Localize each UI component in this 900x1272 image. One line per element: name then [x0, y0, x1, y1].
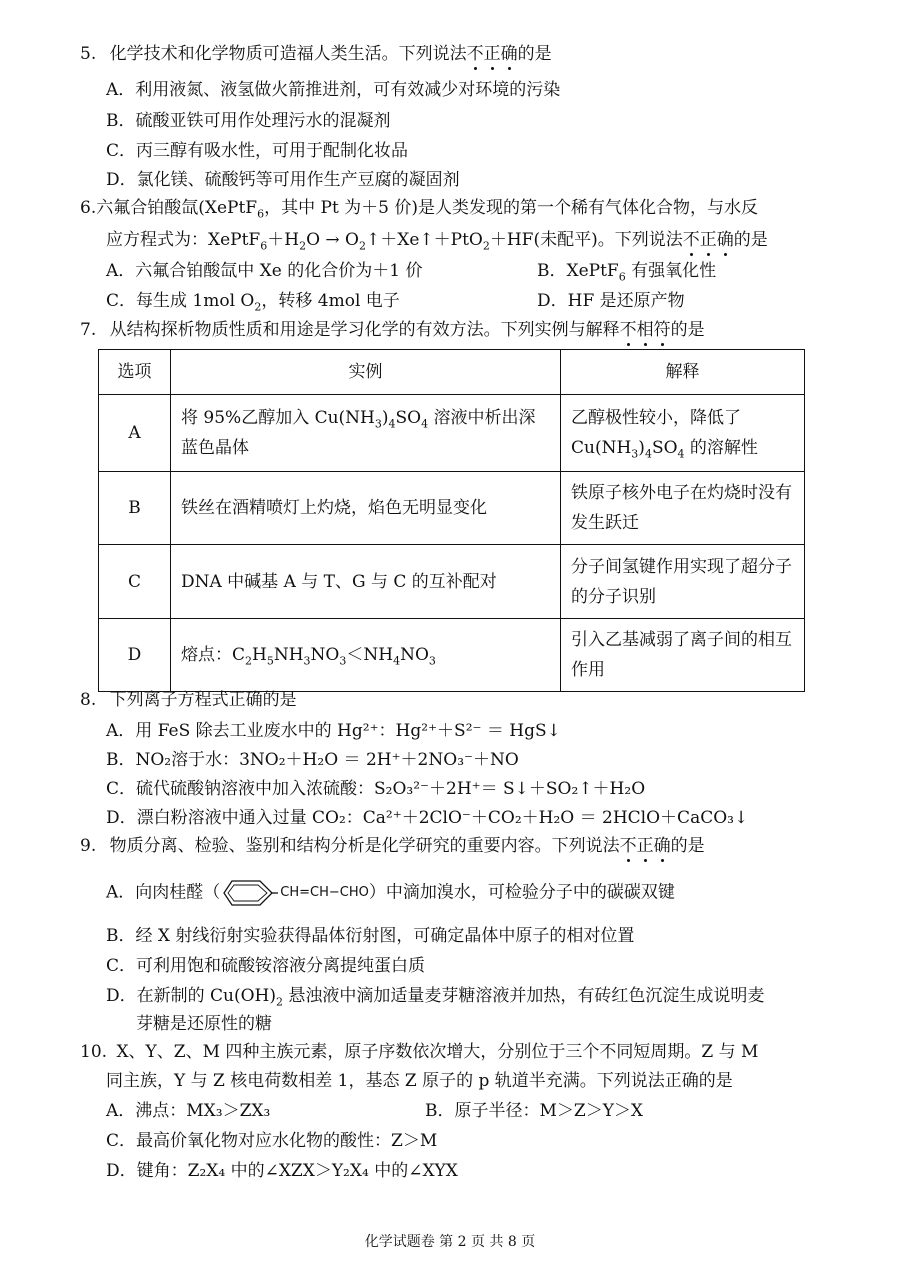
subscript: 2 — [254, 300, 262, 314]
example-text: ＜NH — [346, 645, 394, 665]
example-text: 熔点：C — [181, 645, 246, 665]
q7-table — [98, 349, 805, 692]
q5-stem — [80, 44, 552, 65]
emphasis-char: 符 — [653, 320, 671, 340]
q9-option-d-line1 — [106, 986, 764, 1007]
example-text: SO — [395, 408, 422, 428]
row-example: 铁丝在酒精喷灯上灼烧，焰色无明显变化 — [171, 472, 561, 545]
example-text: 将 95%乙醇加入 Cu(NH — [181, 408, 375, 428]
q6-option-c-text: ，转移 4mol 电子 — [261, 291, 400, 311]
q5-number: 5. — [80, 44, 97, 64]
page-footer: 化学试题卷 第 2 页 共 8 页 — [364, 1234, 536, 1250]
row-example — [171, 395, 561, 472]
emphasis-char: 不 — [619, 836, 637, 856]
subscript: 3 — [303, 654, 311, 668]
subscript: 2 — [482, 239, 490, 253]
q6-option-b-text: 有强氧化性 — [625, 261, 717, 281]
row-example: DNA 中碱基 A 与 T、G 与 C 的互补配对 — [171, 545, 561, 619]
explanation-text: ) — [638, 438, 645, 458]
q10-stem-line1 — [80, 1042, 758, 1063]
example-text: NO — [310, 645, 340, 665]
q5-stem-text: 化学技术和化学物质可造福人类生活。下列说法 — [109, 44, 467, 64]
q7-stem-end: 的是 — [670, 320, 705, 340]
row-explanation: 引入乙基减弱了离子间的相互作用 — [561, 619, 805, 692]
q8-option-a: A．用 FeS 除去工业废水中的 Hg²⁺：Hg²⁺＋S²⁻ ＝ HgS↓ — [106, 721, 561, 741]
q8-number: 8. — [80, 690, 97, 710]
example-text: H — [252, 645, 267, 665]
q6-equation: O → O — [306, 230, 359, 250]
row-option: C — [99, 545, 171, 619]
header-explanation: 解释 — [561, 350, 805, 395]
q9-option-a — [106, 878, 675, 908]
benzene-ring-icon — [220, 878, 278, 908]
table-row — [99, 472, 805, 545]
header-option: 选项 — [99, 350, 171, 395]
q10-number: 10. — [80, 1042, 108, 1062]
subscript: 2 — [299, 239, 307, 253]
explanation-text: 的溶解性 — [684, 438, 758, 458]
example-text: ) — [381, 408, 389, 428]
explanation-text: 乙醇极性较小，降低了 Cu(NH — [571, 408, 741, 458]
emphasis-char: 不 — [619, 320, 637, 340]
q9-option-c: C．可利用饱和硫酸铵溶液分离提纯蛋白质 — [106, 956, 426, 976]
table-row — [99, 545, 805, 619]
q6-number: 6. — [80, 198, 97, 218]
q8-option-d: D．漂白粉溶液中通入过量 CO₂：Ca²⁺＋2ClO⁻＋CO₂＋H₂O ＝ 2HClO＋CaCO₃↓ — [106, 808, 749, 828]
q6-option-b — [537, 261, 716, 282]
emphasis-char: 正 — [699, 230, 717, 250]
q9-stem-end: 的是 — [670, 836, 705, 856]
row-explanation — [561, 395, 805, 472]
subscript: 6 — [260, 239, 268, 253]
q10-option-d: D．键角：Z₂X₄ 中的∠XZX＞Y₂X₄ 中的∠XYX — [106, 1161, 458, 1181]
table-row — [99, 395, 805, 472]
q8-stem — [80, 690, 297, 711]
q8-option-b: B．NO₂溶于水：3NO₂＋H₂O ＝ 2H⁺＋2NO₃⁻＋NO — [106, 750, 519, 770]
emphasis-char: 不 — [466, 44, 484, 64]
q9-option-b: B．经 X 射线衍射实验获得晶体衍射图，可确定晶体中原子的相对位置 — [106, 926, 635, 946]
q6-stem-text: 六氟合铂酸氙(XePtF — [96, 198, 258, 218]
q9-option-d-line2: 芽糖是还原性的糖 — [136, 1014, 272, 1034]
q6-equation: 应方程式为：XePtF — [106, 230, 261, 250]
q6-stem-line1 — [80, 198, 758, 219]
q9-option-a-text: A．向肉桂醛（ — [106, 882, 221, 903]
q9-option-d-text: 悬浊液中滴加适量麦芽糖溶液并加热，有砖红色沉淀生成说明麦 — [283, 986, 765, 1006]
q6-equation: ↑＋Xe↑＋PtO — [366, 230, 483, 250]
emphasis-char: 确 — [500, 44, 518, 64]
table-row — [99, 619, 805, 692]
side-chain-label: CH=CH−CHO — [280, 884, 369, 900]
q5-stem-end: 的是 — [517, 44, 552, 64]
subscript: 4 — [421, 417, 429, 431]
emphasis-char: 相 — [636, 320, 654, 340]
q10-option-a: A．沸点：MX₃＞ZX₃ — [106, 1101, 271, 1121]
q7-number: 7. — [80, 320, 97, 340]
q5-option-b: B．硫酸亚铁可用作处理污水的混凝剂 — [106, 111, 391, 131]
subscript: 2 — [245, 654, 253, 668]
q6-equation: ＋HF(未配平)。下列说法 — [489, 230, 683, 250]
q8-option-c: C．硫代硫酸钠溶液中加入浓硫酸：S₂O₃²⁻＋2H⁺＝ S↓＋SO₂↑＋H₂O — [106, 779, 646, 799]
explanation-text: SO — [651, 438, 678, 458]
q9-number: 9. — [80, 836, 97, 856]
subscript: 4 — [393, 654, 401, 668]
row-option: A — [99, 395, 171, 472]
q9-stem-text: 物质分离、检验、鉴别和结构分析是化学研究的重要内容。下列说法 — [109, 836, 620, 856]
row-explanation: 分子间氢键作用实现了超分子的分子识别 — [561, 545, 805, 619]
q6-stem-line2 — [106, 230, 768, 251]
subscript: 4 — [677, 447, 685, 461]
q8-stem-text: 下列离子方程式正确的是 — [109, 690, 297, 710]
subscript: 4 — [388, 417, 396, 431]
q10-stem-text: X、Y、Z、M 四种主族元素，原子序数依次增大，分别位于三个不同短周期。Z 与 M — [116, 1042, 759, 1062]
subscript: 2 — [276, 995, 284, 1009]
subscript: 3 — [631, 447, 639, 461]
subscript: 5 — [266, 654, 274, 668]
example-text: 溶液中析出深蓝色晶体 — [181, 408, 536, 458]
q6-stem-end: 的是 — [733, 230, 768, 250]
row-option: D — [99, 619, 171, 692]
q5-option-a: A．利用液氮、液氢做火箭推进剂，可有效减少对环境的污染 — [106, 80, 561, 100]
row-option: B — [99, 472, 171, 545]
q10-stem-line2: 同主族，Y 与 Z 核电荷数相差 1，基态 Z 原子的 p 轨道半充满。下列说法正确的是 — [106, 1071, 733, 1091]
q6-option-c-text: C．每生成 1mol O — [106, 291, 255, 311]
subscript: 3 — [374, 417, 382, 431]
q5-option-c: C．丙三醇有吸水性，可用于配制化妆品 — [106, 141, 409, 161]
subscript: 3 — [428, 654, 436, 668]
q7-stem — [80, 320, 705, 341]
q6-option-a: A．六氟合铂酸氙中 Xe 的化合价为＋1 价 — [106, 261, 423, 281]
q7-stem-text: 从结构探析物质性质和用途是学习化学的有效方法。下列实例与解释 — [109, 320, 620, 340]
emphasis-char: 确 — [716, 230, 734, 250]
q6-option-b-text: B．XePtF — [537, 261, 619, 281]
q6-option-d: D．HF 是还原产物 — [537, 291, 685, 311]
row-explanation: 铁原子核外电子在灼烧时没有发生跃迁 — [561, 472, 805, 545]
row-example — [171, 619, 561, 692]
example-text: NH — [273, 645, 304, 665]
subscript: 6 — [257, 207, 265, 221]
emphasis-char: 不 — [682, 230, 700, 250]
subscript: 3 — [339, 654, 347, 668]
q6-equation: ＋H — [267, 230, 300, 250]
q10-option-b: B．原子半径：M＞Z＞Y＞X — [425, 1101, 644, 1121]
q6-option-c — [106, 291, 400, 312]
q10-option-c: C．最高价氧化物对应水化物的酸性：Z＞M — [106, 1131, 438, 1151]
header-example: 实例 — [171, 350, 561, 395]
cinnamaldehyde-structure — [220, 878, 369, 908]
subscript: 6 — [618, 270, 626, 284]
table-header-row — [99, 350, 805, 395]
q9-option-d-text: D．在新制的 Cu(OH) — [106, 986, 277, 1006]
q5-option-d: D．氯化镁、硫酸钙等可用作生产豆腐的凝固剂 — [106, 170, 460, 190]
subscript: 2 — [359, 239, 366, 253]
emphasis-char: 正 — [483, 44, 501, 64]
q9-option-a-text: ）中滴加溴水，可检验分子中的碳碳双键 — [368, 882, 675, 903]
subscript: 4 — [644, 447, 652, 461]
q6-stem-text: ，其中 Pt 为＋5 价)是人类发现的第一个稀有气体化合物，与水反 — [264, 198, 759, 218]
emphasis-char: 正 — [636, 836, 654, 856]
example-text: NO — [400, 645, 429, 665]
q9-stem — [80, 836, 705, 857]
emphasis-char: 确 — [653, 836, 671, 856]
